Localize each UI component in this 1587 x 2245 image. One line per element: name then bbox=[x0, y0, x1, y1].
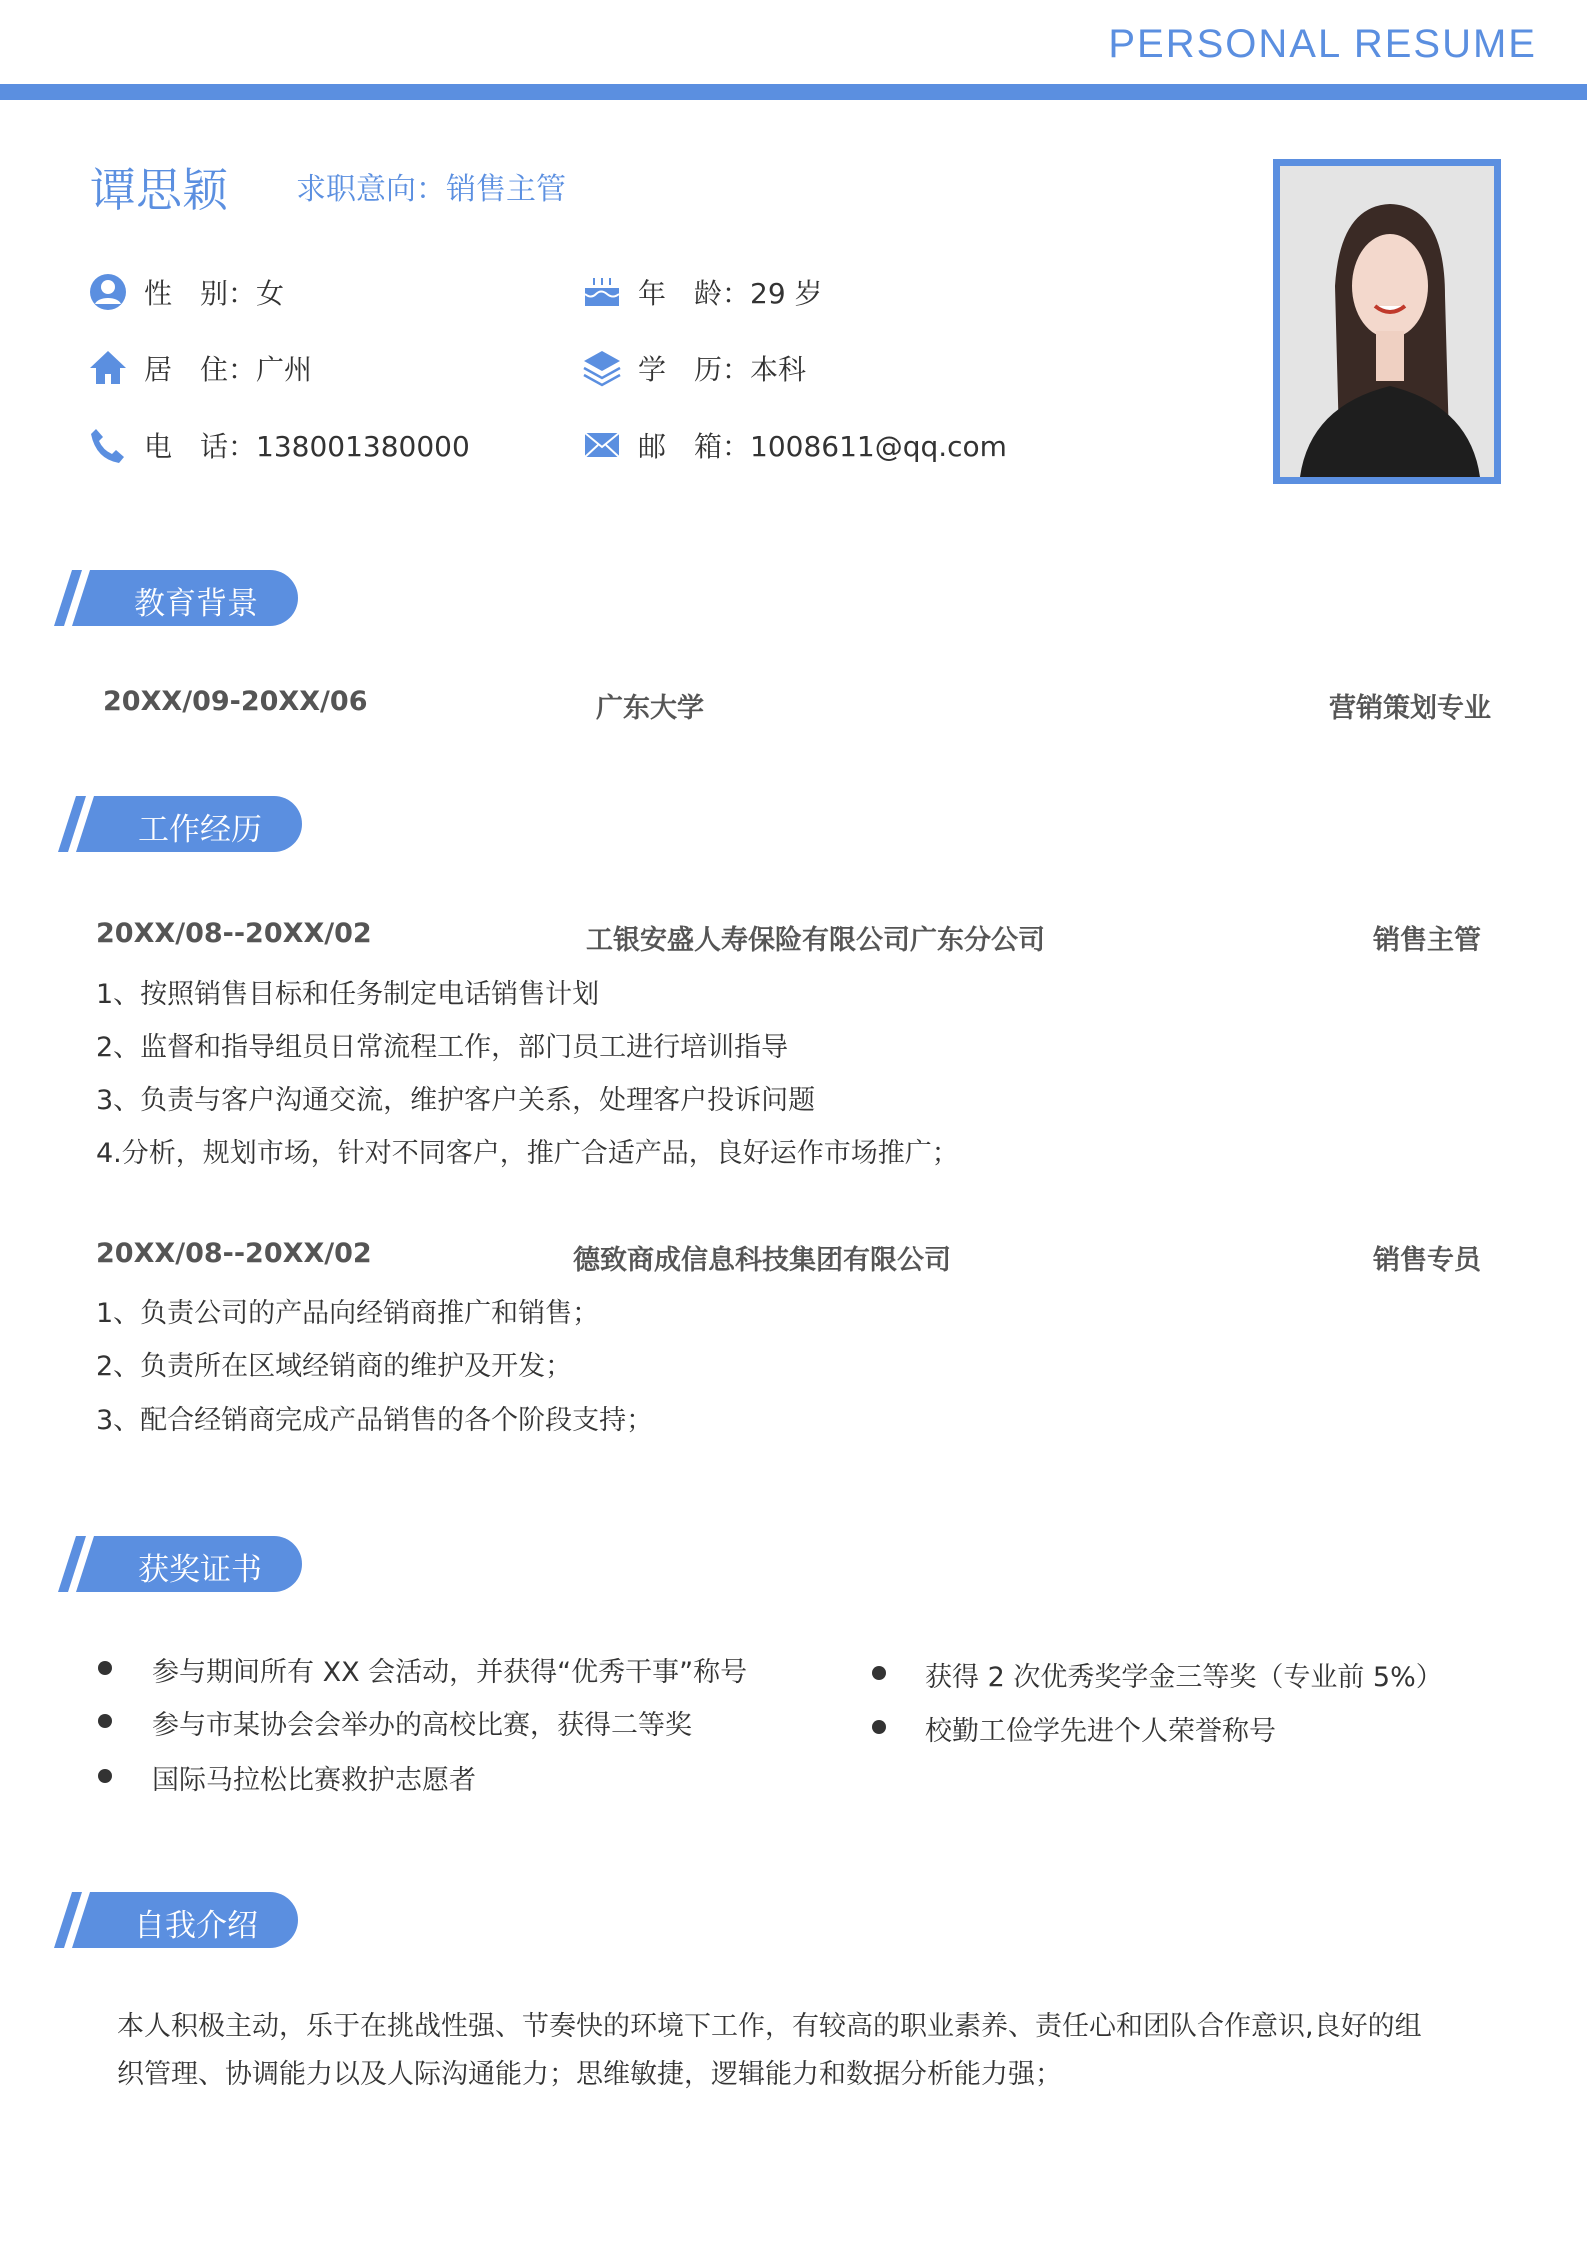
section-work-header bbox=[58, 796, 308, 852]
section-title: 工作经历 bbox=[138, 812, 262, 848]
info-phone bbox=[88, 425, 470, 465]
candidate-name: 谭思颖 bbox=[90, 163, 228, 217]
job1-title: 销售主管 bbox=[1373, 925, 1481, 956]
education-text: 学 历：本科 bbox=[638, 353, 807, 386]
resume-title: PERSONAL RESUME bbox=[1108, 22, 1537, 66]
award-item: 校勤工俭学先进个人荣誉称号 bbox=[925, 1716, 1276, 1747]
cake-icon bbox=[582, 272, 622, 312]
job1-period: 20XX/08--20XX/02 bbox=[96, 918, 372, 949]
phone-icon bbox=[88, 425, 128, 465]
bullet-icon bbox=[98, 1769, 112, 1783]
job2-company: 德致商成信息科技集团有限公司 bbox=[573, 1245, 951, 1276]
section-title: 教育背景 bbox=[134, 586, 258, 622]
job2-period: 20XX/08--20XX/02 bbox=[96, 1238, 372, 1269]
residence-text: 居 住：广州 bbox=[144, 353, 313, 386]
email-text: 邮 箱：1008611@qq.com bbox=[638, 430, 1007, 463]
mail-icon bbox=[582, 425, 622, 465]
section-education-header bbox=[54, 570, 304, 626]
bullet-icon bbox=[872, 1720, 886, 1734]
job2-item: 1、负责公司的产品向经销商推广和销售； bbox=[96, 1298, 600, 1329]
self-intro-line: 织管理、协调能力以及人际沟通能力；思维敏捷，逻辑能力和数据分析能力强； bbox=[117, 2059, 1062, 2090]
age-text: 年 龄：29 岁 bbox=[638, 277, 823, 310]
award-item: 国际马拉松比赛救护志愿者 bbox=[152, 1765, 476, 1796]
section-title: 获奖证书 bbox=[138, 1552, 262, 1588]
section-awards-header bbox=[58, 1536, 308, 1592]
section-title: 自我介绍 bbox=[134, 1908, 258, 1944]
job2-item: 3、配合经销商完成产品销售的各个阶段支持； bbox=[96, 1405, 654, 1436]
header-bar bbox=[0, 84, 1587, 100]
bullet-icon bbox=[98, 1714, 112, 1728]
edu-period: 20XX/09-20XX/06 bbox=[103, 686, 368, 717]
job1-item: 3、负责与客户沟通交流，维护客户关系，处理客户投诉问题 bbox=[96, 1085, 816, 1116]
self-intro-line: 本人积极主动，乐于在挑战性强、节奏快的环境下工作，有较高的职业素养、责任心和团队合作意识,良好的组 bbox=[117, 2011, 1422, 2042]
award-item: 获得 2 次优秀奖学金三等奖（专业前 5%） bbox=[925, 1662, 1443, 1693]
layers-icon bbox=[582, 348, 622, 388]
section-self-header bbox=[54, 1892, 304, 1948]
info-age bbox=[582, 272, 823, 312]
home-icon bbox=[88, 348, 128, 388]
job2-item: 2、负责所在区域经销商的维护及开发； bbox=[96, 1351, 573, 1382]
info-education bbox=[582, 348, 806, 388]
job1-item: 2、监督和指导组员日常流程工作，部门员工进行培训指导 bbox=[96, 1032, 789, 1063]
bullet-icon bbox=[872, 1666, 886, 1680]
job1-item: 4.分析，规划市场，针对不同客户，推广合适产品，良好运作市场推广； bbox=[96, 1138, 959, 1169]
job1-company: 工银安盛人寿保险有限公司广东分公司 bbox=[586, 925, 1045, 956]
info-gender bbox=[88, 272, 284, 312]
info-email bbox=[582, 425, 1007, 465]
edu-major: 营销策划专业 bbox=[1329, 693, 1491, 724]
profile-photo bbox=[1273, 159, 1501, 484]
job-intent: 求职意向：销售主管 bbox=[296, 172, 566, 207]
user-icon bbox=[88, 272, 128, 312]
job2-title: 销售专员 bbox=[1373, 1245, 1481, 1276]
award-item: 参与市某协会会举办的高校比赛，获得二等奖 bbox=[152, 1710, 692, 1741]
job1-item: 1、按照销售目标和任务制定电话销售计划 bbox=[96, 979, 600, 1010]
award-item: 参与期间所有 XX 会活动，并获得“优秀干事”称号 bbox=[152, 1657, 748, 1688]
gender-text: 性 别：女 bbox=[144, 277, 285, 310]
bullet-icon bbox=[98, 1661, 112, 1675]
phone-text: 电 话：138001380000 bbox=[144, 430, 470, 463]
edu-school: 广东大学 bbox=[596, 693, 704, 724]
info-residence bbox=[88, 348, 312, 388]
